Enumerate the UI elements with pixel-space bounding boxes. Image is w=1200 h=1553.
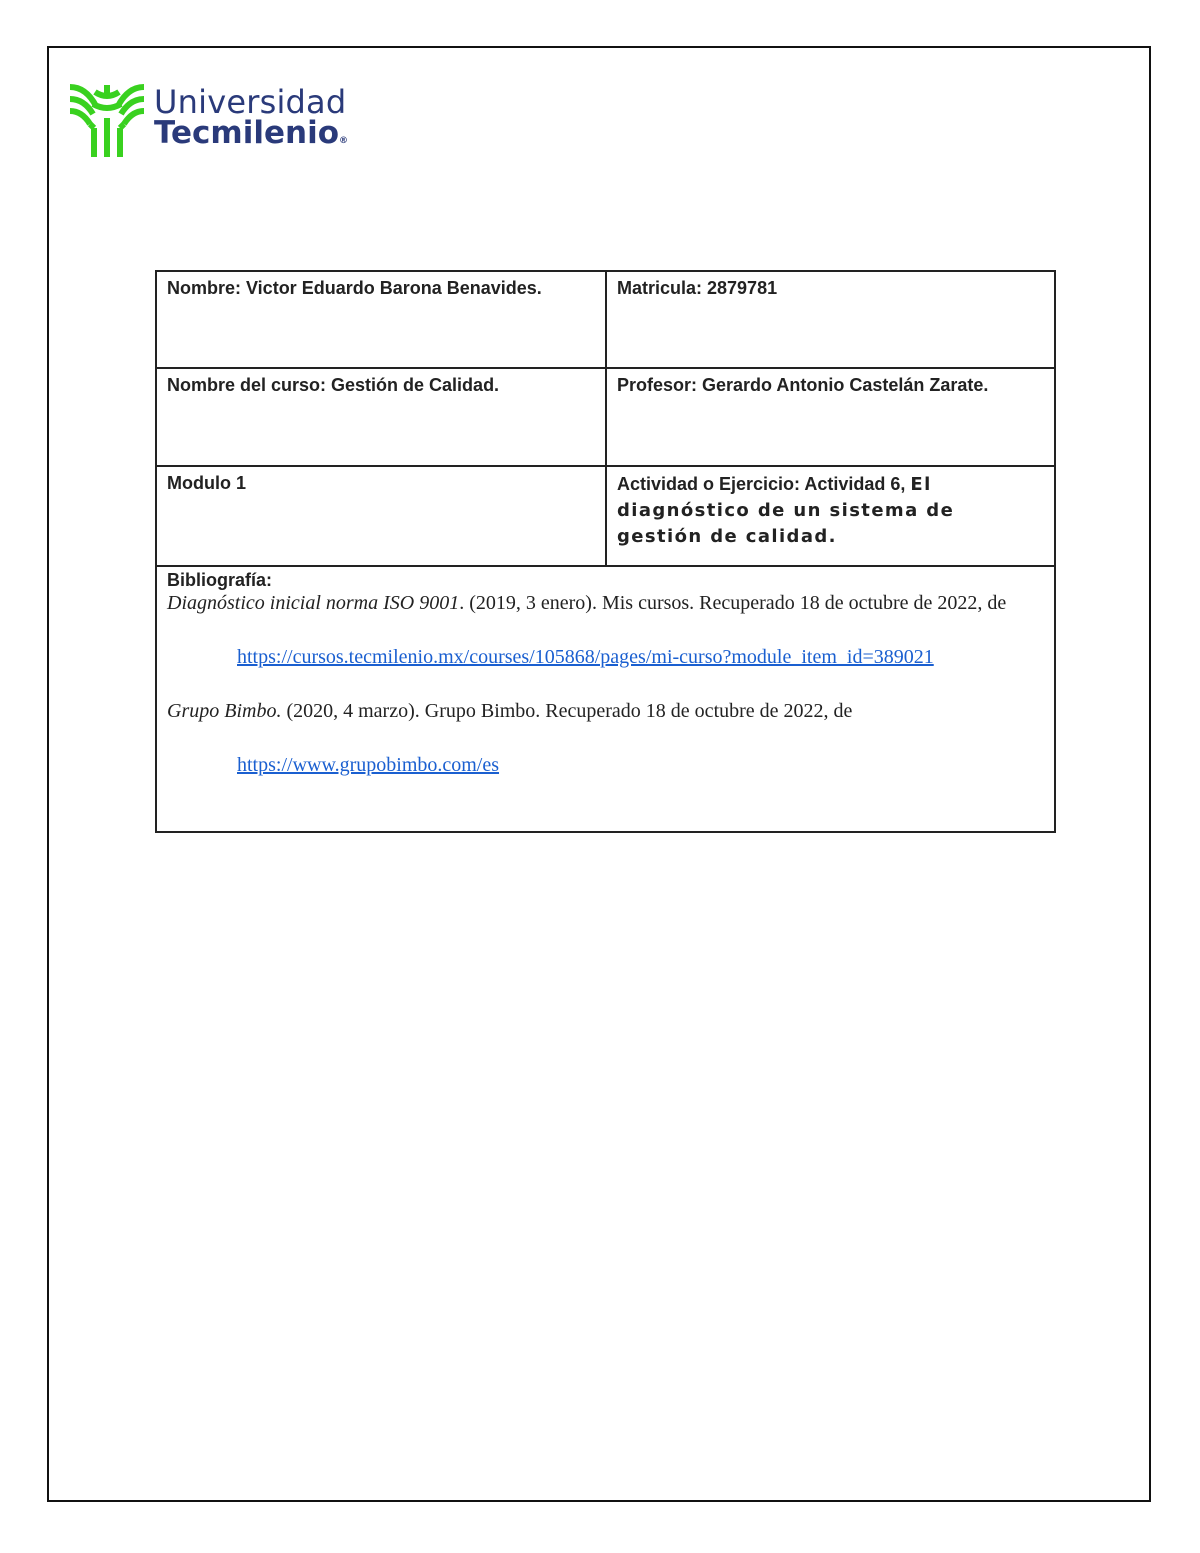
enrollment-cell: Matricula: 2879781: [606, 271, 1055, 368]
registered-mark: ®: [339, 136, 349, 146]
activity-label: Actividad o Ejercicio: Actividad 6,: [617, 474, 911, 494]
reference-text: (2020, 4 marzo). Grupo Bimbo. Recuperado 18 de octubre de 2022, de: [281, 700, 853, 722]
reference-item: [167, 576, 1044, 684]
reference-item: [167, 684, 1044, 792]
reference-link[interactable]: https://www.grupobimbo.com/es: [237, 754, 500, 776]
reference-text: . (2019, 3 enero). Mis cursos. Recuperado 18 de octubre de 2022, de: [459, 592, 1007, 614]
professor-cell: Profesor: Gerardo Antonio Castelán Zarate.: [606, 368, 1055, 466]
student-info-table: [155, 270, 1056, 833]
bibliography-cell: [156, 566, 1055, 832]
reference-title: Diagnóstico inicial norma ISO 9001: [167, 592, 460, 614]
reference-link[interactable]: https://cursos.tecmilenio.mx/courses/105868/pages/mi-curso?module_item_id=389021: [237, 646, 934, 668]
logo-university-text: Universidad: [154, 83, 347, 121]
student-name-cell: Nombre: Victor Eduardo Barona Benavides.: [156, 271, 606, 368]
university-logo: [68, 82, 348, 162]
reference-title: Grupo Bimbo.: [167, 700, 282, 722]
module-cell: Modulo 1: [156, 466, 606, 566]
activity-cell: [606, 466, 1055, 566]
bibliography-heading: Bibliografía:: [167, 570, 273, 590]
activity-title: El diagnóstico de un sistema de gestión de calidad.: [617, 474, 955, 547]
course-name-cell: Nombre del curso: Gestión de Calidad.: [156, 368, 606, 466]
tecmilenio-arch-icon: [68, 82, 146, 158]
logo-tecmilenio-text: Tecmilenio®: [154, 115, 349, 151]
